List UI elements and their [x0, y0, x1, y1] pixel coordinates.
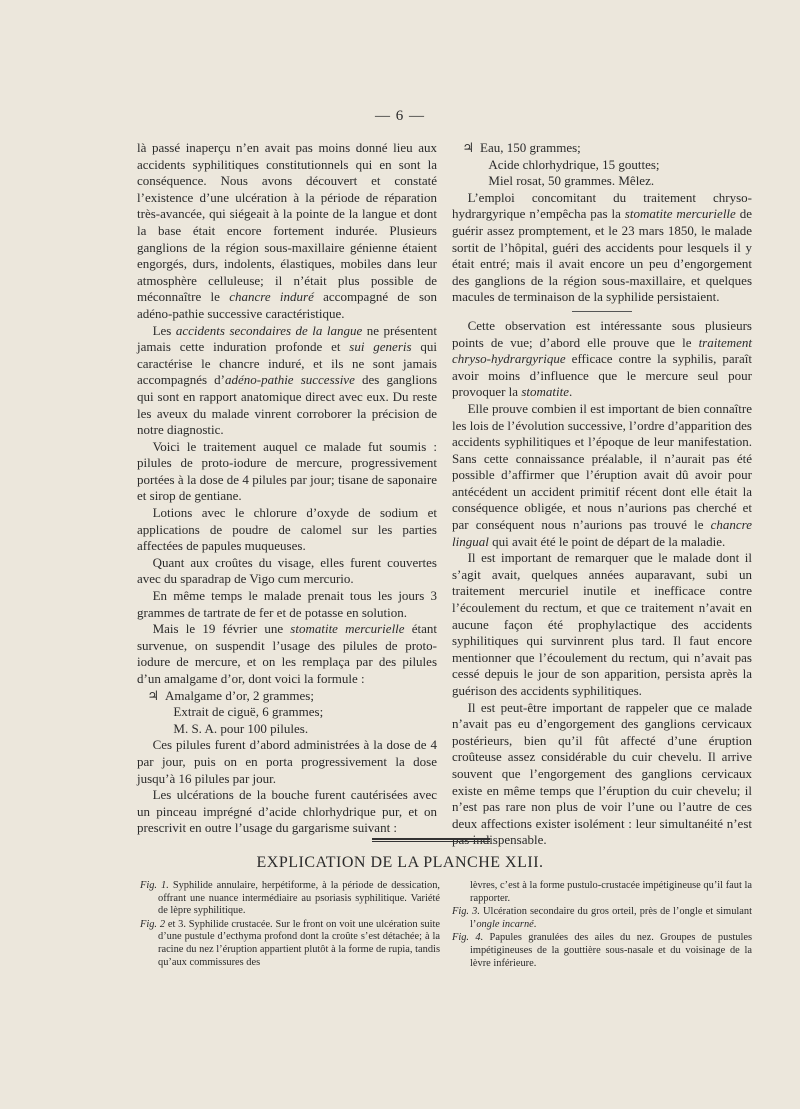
text-run: Lotions avec le chlorure d’oxyde de sodium et applications de poudre de calomel sur les parties affectées de papules muqueuses.: [137, 505, 437, 554]
italic-term: accidents secondaires de la langue: [175, 322, 363, 338]
text-run: Papules granulées des ailes du nez. Groupes de pustules impétigineuses de la gouttière sous-nasale et du voisinage de la lèvre inférieure.: [470, 932, 752, 969]
figure-caption: [140, 880, 440, 918]
italic-term: stomatite mercurielle: [290, 621, 405, 637]
formula-line: [462, 157, 752, 174]
text-run: lèvres, c’est à la forme pustulo-crustacée impétigineuse qu’il faut la rapporter.: [470, 880, 752, 904]
recipe-symbol: ♃: [462, 140, 475, 155]
paragraph: [137, 140, 437, 323]
paragraph-separator: [572, 311, 632, 312]
right-text-column: [452, 140, 752, 849]
text-run: Les: [152, 322, 176, 338]
text-run: Quant aux croûtes du visage, elles furent couvertes avec du sparadrap de Vigo cum mercurio.: [137, 554, 437, 587]
prescription-formula: [452, 140, 752, 190]
recipe-symbol: ♃: [147, 687, 160, 703]
italic-term: ongle incarné: [476, 918, 534, 930]
paragraph: [137, 588, 437, 621]
paragraph: [452, 401, 752, 550]
formula-text: M. S. A. pour 100 pilules.: [173, 720, 309, 736]
paragraph: [137, 323, 437, 439]
figure-label: Fig. 2: [140, 918, 166, 930]
formula-text: Acide chlorhydrique, 15 gouttes;: [488, 156, 660, 172]
paragraph: [137, 439, 437, 505]
italic-term: sui generis: [349, 339, 412, 355]
text-run: Ulcération secondaire du gros orteil, près de l’ongle et simulant l’: [470, 906, 752, 930]
text-run: Les ulcérations de la bouche furent cautérisées avec un pinceau imprégné d’acide chlorhydrique pur, et on prescrivit en outre l’usage du gargarisme suivant :: [137, 787, 437, 836]
italic-term: stomatite mercurielle: [624, 206, 736, 222]
text-run: et 3. Syphilide crustacée. Sur le front on voit une ulcération suite d’une pustule d’ecthyma profond dont la croûte s’est détachée; à la racine du nez l’éruption appartient plutôt à la forme de rupia, tandis qu’aux commissures des: [158, 918, 440, 968]
text-run: efficace contre la syphilis, paraît avoir moins d’influence que le mercure seul pour provoquer la: [452, 351, 752, 400]
figure-caption-continued: [452, 880, 752, 905]
figure-caption: [452, 906, 752, 931]
italic-term: chancre lingual: [452, 517, 752, 549]
paragraph: [452, 550, 752, 699]
formula-line: [147, 688, 437, 705]
formula-text: Eau, 150 grammes;: [480, 140, 581, 155]
formula-line: [462, 140, 752, 157]
text-run: .: [533, 918, 537, 930]
text-run: Il est peut-être important de rappeler que ce malade n’avait pas eu d’engorgement des ganglions cervicaux postérieurs, bien qu’il fût affecté d’une éruption croûteuse assez considérable du cuir chevelu. Il arrive souvent que l’engorgement des ganglions cervicaux existe en même temps que l’éruption du cuir chevelu; il n’est pas rare non plus de voir l’une ou l’autre de ces deux affections exister isolément : leur simultanéité n’est pas indispensable.: [452, 699, 752, 848]
paragraph: [137, 555, 437, 588]
formula-line: [462, 173, 752, 190]
text-run: Mais le 19 février une: [152, 621, 291, 637]
formula-line: [147, 704, 437, 721]
plate-explanation-title: EXPLICATION DE LA PLANCHE XLII.: [256, 854, 544, 871]
italic-term: stomatite: [521, 384, 569, 400]
text-run: .: [568, 384, 573, 400]
text-run: Elle prouve combien il est important de bien connaître les lois de l’évolution successive, l’ordre d’apparition des accidents syphilitiques et l’époque de leur manifestation. Sans cette connaissance préalable, il n’aurait pas été possible d’affirmer que l’éruption avait dû avoir pour antécédent un accident primitif récent dont elle était la conséquence obligée, et nous n’aurions pas cherché et par conséquent nous n’aurions pas trouvé le: [452, 400, 752, 533]
text-run: Il est important de remarquer que le malade dont il s’agit avait, quelques années auparavant, subi un traitement mercuriel inutile et inefficace contre l’écoulement du rectum, et que ce traitement n’avait en aucune façon été prophylactique des accidents syphilitiques qui survinrent plus tard. Il faut encore mentionner que l’écoulement du rectum, qui n’avait pas cessé depuis le jour de son apparition, persista après la guérison des accidents syphilitiques.: [452, 550, 752, 698]
figure-label: Fig. 1.: [140, 880, 169, 891]
formula-text: Amalgame d’or, 2 grammes;: [165, 687, 314, 703]
page-number: — 6 —: [375, 108, 425, 124]
paragraph: [452, 700, 752, 849]
section-divider-thin: [372, 841, 490, 842]
paragraph: [137, 621, 437, 687]
text-run: Cette observation est intéressante sous plusieurs points de vue; d’abord elle prouve que le: [452, 317, 752, 350]
italic-term: traitement chryso-hydrargyrique: [452, 334, 752, 367]
text-run: L’emploi concomitant du traitement chryso-hydrargyrique n’empêcha pas la: [452, 189, 752, 222]
text-run: qui caractérise le chancre induré, et ils ne sont jamais accompagnés d’: [137, 339, 437, 388]
text-run: Ces pilules furent d’abord administrées à la dose de 4 par jour, puis on en porta progressivement la dose jusqu’à 16 pilules par jour.: [137, 737, 437, 786]
paragraph: [137, 737, 437, 787]
text-run: de guérir assez promptement, et le 23 mars 1850, le malade sortit de l’hôpital, guéri des accidents pour lesquels il y était entré; mais il avait encore un peu d’engorgement des ganglions de la région sous-maxillaire, et quelques macules de terminaison de la syphilide persistaient.: [452, 206, 752, 305]
text-run: qui avait été le point de départ de la maladie.: [488, 533, 726, 549]
formula-line: [147, 721, 437, 738]
text-run: En même temps le malade prenait tous les jours 3 grammes de tartrate de fer et de potasse en solution.: [137, 588, 437, 620]
text-run: Syphilide annulaire, herpétiforme, à la période de dessication, offrant une nuance intermédiaire au psoriasis syphilitique. Variété de lèpre syphilitique.: [158, 880, 441, 917]
formula-text: Miel rosat, 50 grammes. Mêlez.: [488, 173, 655, 189]
section-divider: [372, 838, 490, 840]
figure-caption: [452, 932, 752, 970]
paragraph: [452, 318, 752, 401]
text-run: étant survenue, on suspendit l’usage des pilules de proto-iodure de mercure, et on les remplaça par des pilules d’un amalgame d’or, dont voici la formule :: [137, 621, 438, 686]
figure-label: Fig. 3.: [452, 906, 480, 918]
italic-term: chancre induré: [229, 289, 314, 305]
figure-caption: [140, 919, 440, 969]
paragraph: [452, 190, 752, 306]
plate-explanation-right-column: [452, 880, 752, 971]
text-run: Voici le traitement auquel ce malade fut soumis : pilules de proto-iodure de mercure, progressivement portées à la dose de 4 pilules par jour; tisane de saponaire et sirop de gentiane.: [137, 438, 437, 504]
text-run: là passé inaperçu n’en avait pas moins donné lieu aux accidents syphilitiques constitutionnels qui en sont la conséquence. Nous avons découvert et constaté l’existence d’une ulcération à la période de réparation très-avancée, qui siégeait à la pointe de la langue et dont la base était encore fortement indurée. Plusieurs ganglions de la région sous-maxillaire génienne étaient engorgés, durs, indolents, élastiques, mobiles dans leur atmosphère celluleuse; il n’était plus possible de méconnaître le: [137, 140, 437, 305]
text-run: des ganglions qui sont en rapport anatomique direct avec eux. Du reste les aveux du malade vinrent corroborer la précision de notre diagnostic.: [137, 372, 437, 438]
paragraph: [137, 505, 437, 555]
text-run: ne présentent jamais cette induration profonde et: [137, 322, 437, 355]
text-run: accompagné de son adéno-pathie successive caractéristique.: [137, 289, 438, 321]
italic-term: adéno-pathie successive: [224, 372, 355, 388]
prescription-formula: [137, 688, 437, 738]
plate-explanation-left-column: [140, 880, 440, 970]
formula-text: Extrait de ciguë, 6 grammes;: [173, 704, 324, 720]
left-text-column: [137, 140, 437, 837]
paragraph: [137, 787, 437, 837]
figure-label: Fig. 4.: [452, 932, 484, 944]
